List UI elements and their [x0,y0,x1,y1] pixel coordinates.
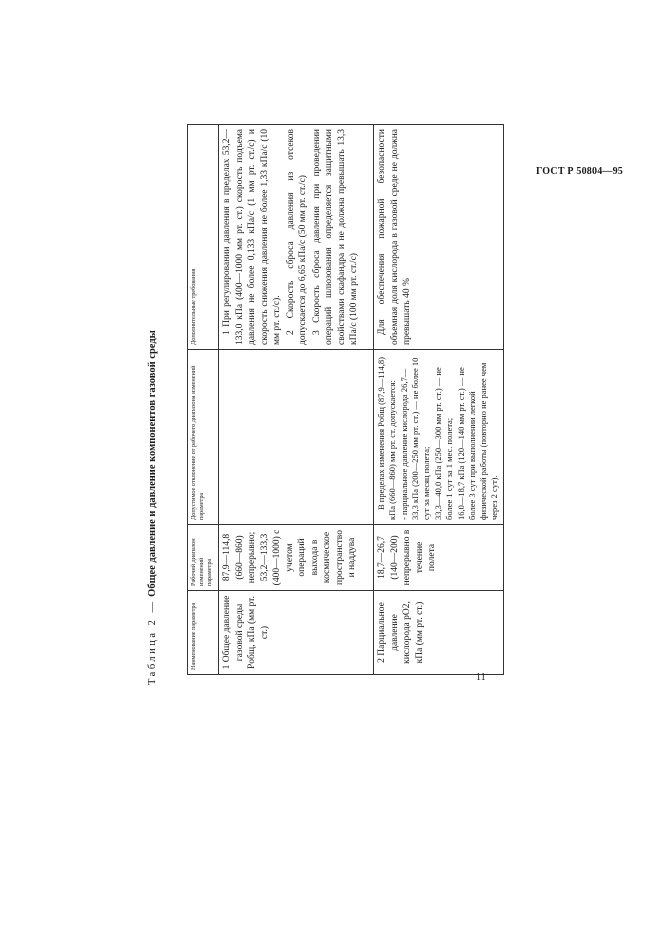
requirement-note: 3 Скорость сброса давления при проведении операций шлюзования определяется защитными свойствами скафандра и не должна превышать 13,3 кПа/с (100 мм рт. ст./с) [311,129,359,345]
document-code: ГОСТ Р 50804—95 [535,166,623,177]
deviation-note: 33,3—40,0 кПа (250—300 мм рт. ст.) — не более 1 сут за 1 мес. полета; [433,367,454,520]
table-row [374,125,504,675]
table-row [219,125,374,675]
cell-working-range: 18,7—26,7 (140—200) непрерывно в течение полета [374,525,504,591]
column-header-name: Наименование параметра [188,591,219,675]
caption-title: Общее давление и давление компонентов газовой среды [147,330,158,597]
cell-deviation [219,350,374,525]
requirement-note: 2 Скорость сброса давления из отсеков допускается до 6,65 кПа/с (50 мм рт. ст./с) [285,129,308,345]
requirement-note: 1 При регулировании давления в пределах 53,2—133,0 кПа (400—1000 мм рт. ст.) скорость подъема давления не более 0,133 кПа/с (1 мм рт. ст./с) и скорость снижения давления не более 1,33 кПа/с (10 мм рт. ст./с). [222,129,282,345]
deviation-note: В пределах изменения Pобщ (87,9—114,8) кПа (660—860) мм рт. ст. допускается: [376,357,397,520]
caption-lead: Таблица 2 — [147,599,158,685]
deviation-note: - парциальное давление кислорода 26,7—33,3 кПа (200—250 мм рт. ст.) — не более 10 сут за месяц полета; [399,357,431,520]
table-header-row [188,125,219,675]
cell-working-range: 87,9—114,8 (660—860) непрерывно; 53,2—133,3 (400—1000) с учетом операций выхода в космическое пространство и наддува [219,525,374,591]
cell-parameter-name: 2 Парциальное давление кислорода pO2, кПа (мм рт. ст.) [374,591,504,675]
rotated-table-block [143,125,503,685]
column-header-range: Рабочий диапазон изменений параметра [188,525,219,591]
cell-requirements [219,125,374,350]
cell-deviation [374,350,504,525]
table-caption [143,125,163,685]
column-header-deviation: Допустимое отклонение от рабочего диапазона изменений параметра [188,350,219,525]
cell-parameter-name: 1 Общее давление газовой среды Pобщ, кПа (мм рт. ст.) [219,591,374,675]
requirement-note: Для обеспечения пожарной безопасности объемная доля кислорода в газовой среде не должна превышать 40 % [377,129,412,345]
page-number: 11 [476,672,486,683]
deviation-note: 16,0—18,7 кПа (120—140 мм рт. ст.) — не более 3 сут при выполнении легкой физической работы (повторно не ранее чем через 2 сут). [456,362,499,520]
cell-requirements [374,125,504,350]
column-header-requirements: Дополнительные требования [188,125,219,350]
data-table [187,124,504,675]
